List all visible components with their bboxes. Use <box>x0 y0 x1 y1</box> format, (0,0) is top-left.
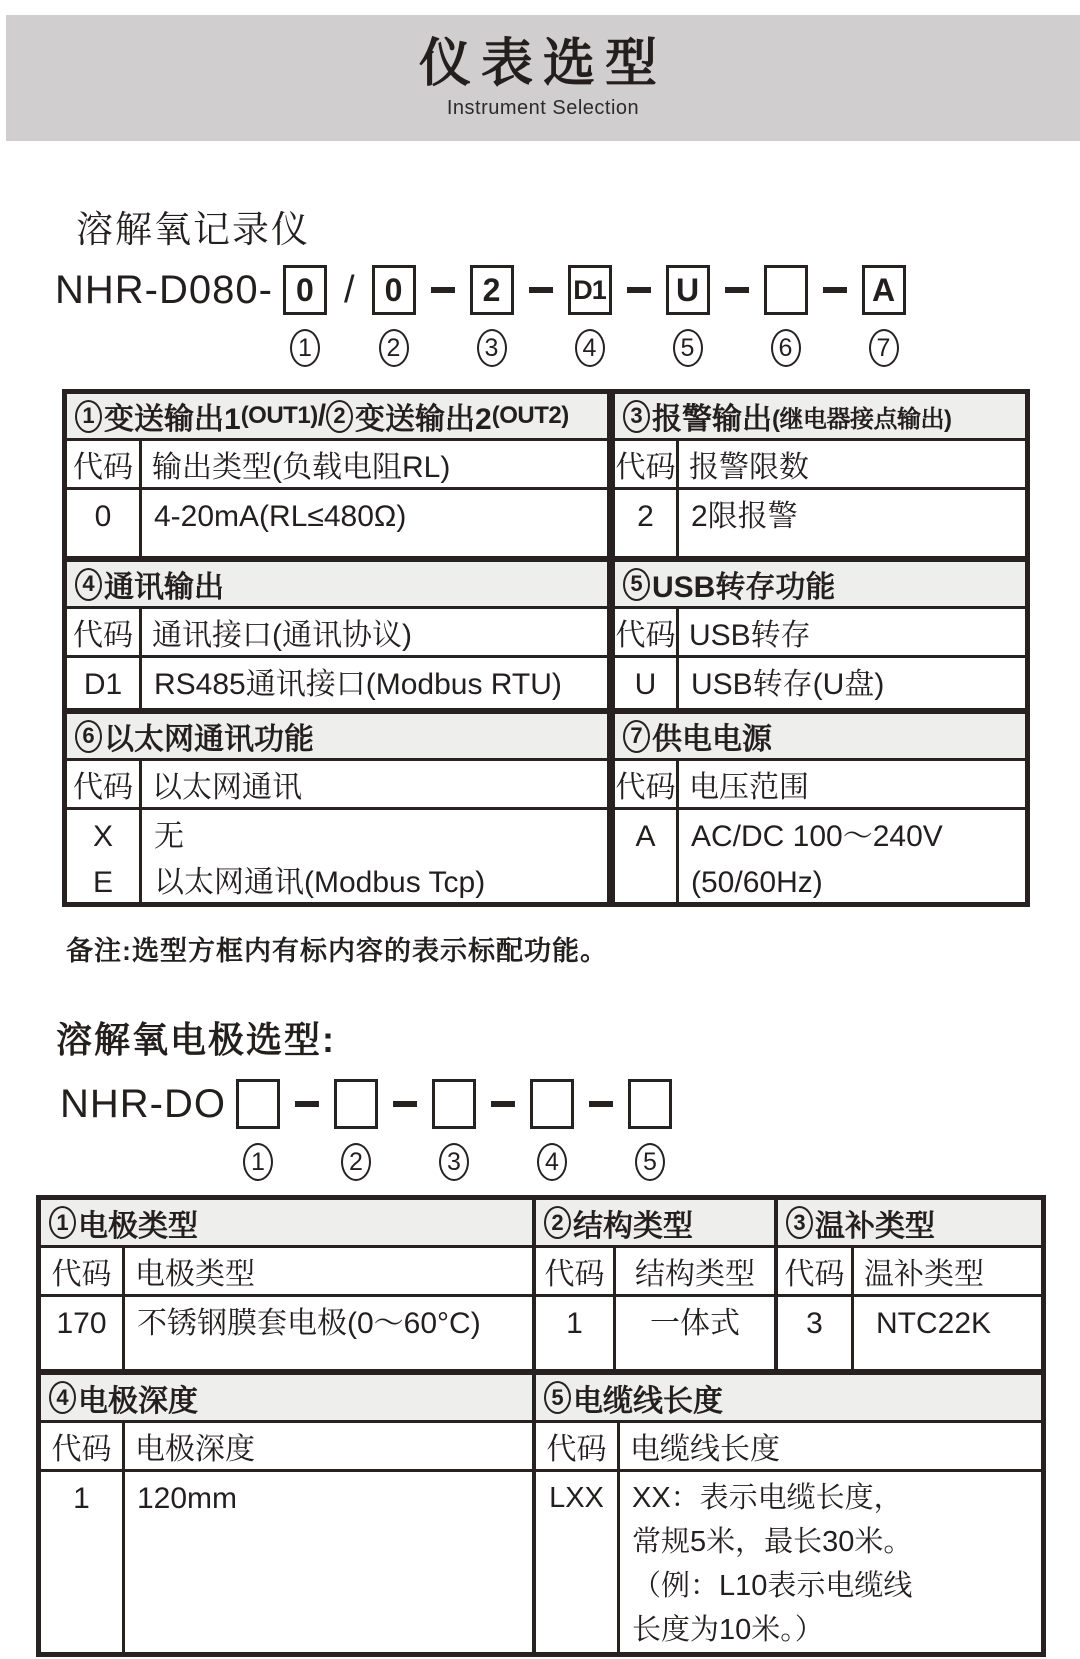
code-value: A <box>635 820 656 853</box>
circled-number-4: 4 <box>575 329 605 367</box>
circled-number-2: 2 <box>379 329 409 367</box>
header-text: 通讯输出 <box>104 571 224 604</box>
cable-length-desc: 长度为10米。） <box>632 1614 824 1646</box>
page-subtitle: Instrument Selection <box>446 97 640 120</box>
type-column-label: 电缆线长度 <box>630 1433 780 1466</box>
model-box-2: 0 <box>372 265 416 315</box>
model-segment <box>666 265 710 367</box>
model-box-4: D1 <box>568 265 612 315</box>
code-value: 3 <box>806 1307 823 1340</box>
code-value: E <box>92 866 113 899</box>
data-area <box>536 1472 1041 1652</box>
option-desc: 不锈钢膜套电极(0～60°C) <box>137 1307 481 1340</box>
column-header-row <box>67 761 607 810</box>
model-box-3: 2 <box>470 265 514 315</box>
header-text: 电极深度 <box>78 1384 198 1418</box>
model-segment <box>432 1079 476 1181</box>
model-segment <box>568 265 612 367</box>
data-area <box>778 1297 1041 1369</box>
header-text: 变送输出2 <box>355 403 492 436</box>
option-desc: NTC22K <box>876 1307 992 1340</box>
dash-separator <box>295 1101 319 1107</box>
data-area <box>67 810 607 902</box>
code-value: X <box>92 820 113 853</box>
column-header-row <box>536 1423 1041 1472</box>
option-desc: 一体式 <box>650 1307 740 1340</box>
note-text: 备注:选型方框内有标内容的表示标配功能。 <box>66 936 608 966</box>
header-slash: / <box>317 399 327 432</box>
type-column-label: 电极深度 <box>135 1433 255 1466</box>
dash-separator <box>725 287 749 293</box>
table1-section-3 <box>67 708 1025 902</box>
option-desc: USB转存(U盘) <box>691 668 885 701</box>
data-area <box>67 658 607 708</box>
power-header <box>615 714 1025 761</box>
temp-comp-block <box>778 1200 1041 1369</box>
cable-length-block <box>536 1375 1041 1652</box>
power-block <box>615 714 1025 902</box>
header-text: 结构类型 <box>573 1209 693 1243</box>
circled-number-1: 1 <box>75 400 102 433</box>
dash-separator <box>431 287 455 293</box>
header-subtext: (继电器接点输出) <box>772 405 952 433</box>
electrode-box-4-empty <box>530 1079 574 1129</box>
page-title: 仪表选型 <box>418 34 667 93</box>
code-value: 1 <box>566 1307 583 1340</box>
model-box-7: A <box>862 265 906 315</box>
code-value: LXX <box>549 1482 604 1514</box>
electrode-model-code <box>60 1079 1080 1181</box>
option-desc: 120mm <box>137 1482 238 1515</box>
code-value: D1 <box>83 668 123 701</box>
circled-number-5: 5 <box>544 1381 571 1414</box>
model-segment <box>334 1079 378 1181</box>
column-header-row <box>67 441 607 490</box>
column-header-row <box>536 1248 774 1297</box>
column-header-row <box>615 441 1025 490</box>
model-segment <box>372 265 416 367</box>
header-text: 电缆线长度 <box>573 1384 723 1418</box>
column-header-row <box>67 609 607 658</box>
data-area <box>41 1472 532 1652</box>
structure-type-block <box>536 1200 778 1369</box>
circled-number-4: 4 <box>49 1381 76 1414</box>
code-value: 2 <box>637 500 654 533</box>
structure-type-header <box>536 1200 774 1248</box>
temp-comp-header <box>778 1200 1041 1248</box>
code-value: 0 <box>94 500 112 533</box>
code-column-label: 代码 <box>536 1248 616 1294</box>
header-text: 变送输出1 <box>104 403 241 436</box>
electrode-box-3-empty <box>432 1079 476 1129</box>
table2-bottom-band <box>41 1369 1041 1652</box>
option-desc: 无 <box>154 820 184 853</box>
dash-separator <box>491 1101 515 1107</box>
type-column-label: 温补类型 <box>864 1258 984 1291</box>
electrode-model-prefix: NHR-DO <box>60 1082 226 1126</box>
recorder-selection-table <box>62 389 1030 907</box>
header-text: 报警输出 <box>652 403 772 436</box>
type-column-label: 通讯接口(通讯协议) <box>152 619 412 652</box>
table1-section-1 <box>67 394 1025 556</box>
comm-output-block <box>67 562 615 708</box>
transmit-output-block <box>67 394 615 556</box>
electrode-depth-block <box>41 1375 536 1652</box>
model-segment <box>764 265 808 367</box>
model-segment <box>628 1079 672 1181</box>
option-desc: AC/DC 100～240V <box>691 820 943 853</box>
dash-separator <box>393 1101 417 1107</box>
cable-length-header <box>536 1375 1041 1423</box>
slash-separator: / <box>343 269 355 311</box>
code-value: U <box>634 668 657 701</box>
circled-number-1: 1 <box>49 1206 76 1239</box>
option-desc: 以太网通讯(Modbus Tcp) <box>154 866 486 899</box>
header-text: 温补类型 <box>815 1209 935 1243</box>
code-value: 1 <box>73 1482 90 1515</box>
header-text: 电极类型 <box>78 1209 198 1243</box>
circled-number-1: 1 <box>243 1143 273 1181</box>
header-subtext: (OUT1) <box>240 402 318 429</box>
recorder-heading: 溶解氧记录仪 <box>76 209 310 250</box>
data-area <box>615 810 1025 902</box>
type-column-label: 电压范围 <box>689 771 809 804</box>
dash-separator <box>589 1101 613 1107</box>
model-segment <box>530 1079 574 1181</box>
electrode-box-1-empty <box>236 1079 280 1129</box>
header-subtext: (OUT2) <box>491 402 569 429</box>
code-column-label: 代码 <box>615 761 679 807</box>
electrode-type-header <box>41 1200 532 1248</box>
column-header-row <box>615 609 1025 658</box>
column-header-row <box>41 1423 532 1472</box>
type-column-label: USB转存 <box>689 619 811 652</box>
type-column-label: 结构类型 <box>635 1258 755 1291</box>
circled-number-5: 5 <box>623 568 650 601</box>
dash-separator <box>823 287 847 293</box>
header-text: 供电电源 <box>652 723 772 756</box>
usb-header <box>615 562 1025 609</box>
cable-length-desc: 常规5米，最长30米。 <box>632 1526 913 1558</box>
model-segment <box>470 265 514 367</box>
electrode-heading: 溶解氧电极选型: <box>56 1019 336 1060</box>
circled-number-2: 2 <box>341 1143 371 1181</box>
data-area <box>67 490 607 556</box>
cable-length-desc: XX：表示电缆长度， <box>632 1482 903 1514</box>
circled-number-2: 2 <box>544 1206 571 1239</box>
circled-number-3: 3 <box>623 400 650 433</box>
option-desc: 4-20mA(RL≤480Ω) <box>154 500 407 533</box>
option-desc: 2限报警 <box>691 500 798 533</box>
circled-number-7: 7 <box>623 720 650 753</box>
code-value: 170 <box>56 1307 107 1340</box>
electrode-type-block <box>41 1200 536 1369</box>
header-text: USB转存功能 <box>652 571 836 604</box>
electrode-selection-table <box>36 1195 1046 1657</box>
model-box-5: U <box>666 265 710 315</box>
circled-number-3: 3 <box>477 329 507 367</box>
model-segment <box>283 265 327 367</box>
code-column-label: 代码 <box>615 441 679 487</box>
cable-length-desc: （例：L10表示电缆线 <box>632 1570 913 1602</box>
code-column-label: 代码 <box>41 1248 125 1294</box>
electrode-depth-header <box>41 1375 532 1423</box>
alarm-output-header <box>615 394 1025 441</box>
header-text: 以太网通讯功能 <box>104 723 314 756</box>
model-box-6-empty <box>764 265 808 315</box>
model-segment <box>236 1079 280 1181</box>
circled-number-6: 6 <box>771 329 801 367</box>
data-area <box>615 658 1025 708</box>
option-desc: RS485通讯接口(Modbus RTU) <box>154 668 562 701</box>
recorder-model-code <box>55 265 1080 367</box>
code-column-label: 代码 <box>67 761 142 807</box>
data-area <box>41 1297 532 1369</box>
data-area <box>536 1297 774 1369</box>
circled-number-4: 4 <box>537 1143 567 1181</box>
electrode-box-2-empty <box>334 1079 378 1129</box>
circled-number-3: 3 <box>439 1143 469 1181</box>
page-banner <box>6 15 1080 141</box>
comm-output-header <box>67 562 607 609</box>
table1-section-2 <box>67 556 1025 708</box>
type-column-label: 以太网通讯 <box>152 771 302 804</box>
dash-separator <box>627 287 651 293</box>
code-column-label: 代码 <box>778 1248 854 1294</box>
type-column-label: 报警限数 <box>689 451 809 484</box>
alarm-output-block <box>615 394 1025 556</box>
circled-number-3: 3 <box>786 1206 813 1239</box>
table2-top-band <box>41 1200 1041 1369</box>
ethernet-header <box>67 714 607 761</box>
code-column-label: 代码 <box>67 441 142 487</box>
column-header-row <box>778 1248 1041 1297</box>
circled-number-5: 5 <box>635 1143 665 1181</box>
circled-number-4: 4 <box>75 568 102 601</box>
dash-separator <box>529 287 553 293</box>
electrode-box-5-empty <box>628 1079 672 1129</box>
circled-number-6: 6 <box>75 720 102 753</box>
circled-number-5: 5 <box>673 329 703 367</box>
column-header-row <box>615 761 1025 810</box>
code-column-label: 代码 <box>41 1423 125 1469</box>
column-header-row <box>41 1248 532 1297</box>
circled-number-1: 1 <box>290 329 320 367</box>
code-column-label: 代码 <box>536 1423 620 1469</box>
usb-block <box>615 562 1025 708</box>
model-segment <box>862 265 906 367</box>
ethernet-block <box>67 714 615 902</box>
transmit-output-header <box>67 394 607 441</box>
option-desc: (50/60Hz) <box>691 866 823 899</box>
code-column-label: 代码 <box>615 609 679 655</box>
code-column-label: 代码 <box>67 609 142 655</box>
type-column-label: 电极类型 <box>135 1258 255 1291</box>
data-area <box>615 490 1025 556</box>
recorder-model-prefix: NHR-D080- <box>55 268 273 312</box>
model-box-1: 0 <box>283 265 327 315</box>
type-column-label: 输出类型(负载电阻RL) <box>152 451 451 484</box>
circled-number-7: 7 <box>869 329 899 367</box>
circled-number-2: 2 <box>326 400 353 433</box>
